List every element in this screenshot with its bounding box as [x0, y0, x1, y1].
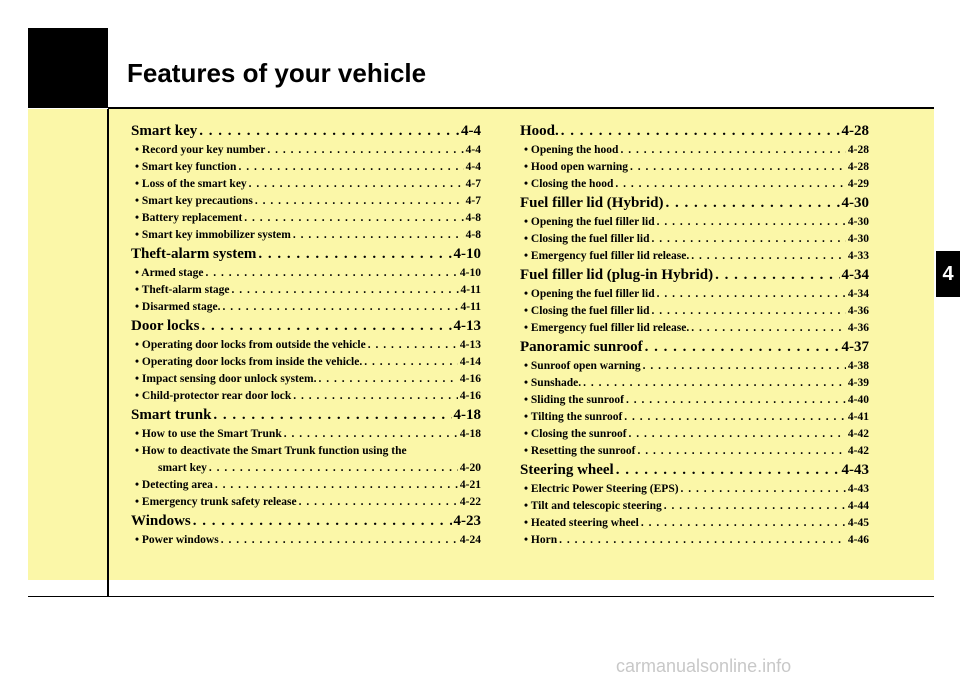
toc-leader-dots — [299, 494, 458, 511]
toc-leader-dots — [561, 121, 840, 142]
toc-page-number: 4-39 — [847, 377, 869, 389]
toc-item-entry[interactable] — [520, 320, 869, 337]
toc-page-number: 4-34 — [847, 288, 869, 300]
watermark: carmanualsonline.info — [616, 656, 792, 676]
toc-page-number: 4-16 — [459, 390, 481, 402]
toc-item-entry[interactable] — [131, 426, 481, 443]
toc-page-number: 4-46 — [847, 534, 869, 546]
toc-item-entry[interactable] — [131, 210, 481, 227]
toc-page-number: 4-23 — [453, 513, 481, 529]
toc-page-number: 4-22 — [459, 496, 481, 508]
toc-item-entry-label: • Opening the fuel filler lid — [524, 288, 655, 300]
toc-item-entry[interactable] — [131, 371, 481, 388]
toc-leader-dots — [293, 227, 464, 244]
toc-item-entry-label: • Emergency trunk safety release — [135, 496, 297, 508]
toc-item-entry[interactable] — [131, 532, 481, 549]
toc-right-column — [520, 121, 869, 549]
toc-page-number: 4-42 — [847, 428, 869, 440]
toc-page-number: 4-18 — [453, 407, 481, 423]
toc-page-number: 4-21 — [459, 479, 481, 491]
toc-leader-dots — [630, 159, 846, 176]
toc-section-entry-label: Hood. — [520, 123, 559, 139]
toc-item-entry-label: • Tilt and telescopic steering — [524, 500, 662, 512]
toc-item-entry-label: • Tilting the sunroof — [524, 411, 623, 423]
toc-leader-dots — [206, 265, 458, 282]
toc-section-entry[interactable] — [520, 121, 869, 142]
toc-section-entry[interactable] — [131, 316, 481, 337]
toc-item-entry-label: • Sunroof open warning — [524, 360, 641, 372]
toc-section-entry-label: Door locks — [131, 318, 200, 334]
toc-leader-dots — [193, 511, 452, 532]
toc-page-number: 4-30 — [841, 195, 869, 211]
toc-page-number: 4-29 — [847, 178, 869, 190]
toc-leader-dots — [244, 210, 463, 227]
toc-leader-dots — [643, 358, 846, 375]
toc-page-number: 4-4 — [461, 123, 481, 139]
toc-item-entry-label: • Sliding the sunroof — [524, 394, 624, 406]
toc-item-entry-label: • Closing the sunroof — [524, 428, 627, 440]
toc-item-entry-label: • Horn — [524, 534, 558, 546]
toc-leader-dots — [318, 371, 457, 388]
toc-leader-dots — [249, 176, 464, 193]
toc-section-entry-label: Fuel filler lid (plug-in Hybrid) — [520, 267, 714, 283]
toc-left-column — [131, 121, 481, 549]
toc-item-entry[interactable] — [131, 494, 481, 511]
toc-item-entry[interactable] — [520, 481, 869, 498]
toc-item-entry[interactable] — [520, 515, 869, 532]
toc-page-number: 4-43 — [847, 483, 869, 495]
toc-item-entry[interactable] — [520, 392, 869, 409]
toc-section-entry-label: Steering wheel — [520, 462, 614, 478]
toc-section-entry-label: Fuel filler lid (Hybrid) — [520, 195, 664, 211]
toc-item-entry-label: • Smart key function — [135, 161, 237, 173]
toc-item-entry[interactable] — [520, 498, 869, 515]
toc-page-number: 4-28 — [847, 144, 869, 156]
toc-leader-dots — [641, 515, 846, 532]
toc-item-entry[interactable] — [131, 227, 481, 244]
toc-item-entry-label: • Smart key precautions — [135, 195, 253, 207]
chapter-header-block — [28, 28, 108, 108]
toc-item-entry-label: • Closing the fuel filler lid — [524, 233, 650, 245]
toc-item-entry[interactable] — [131, 354, 481, 371]
toc-page-number: 4-41 — [847, 411, 869, 423]
toc-page-number: 4-36 — [847, 322, 869, 334]
toc-leader-dots — [293, 388, 458, 405]
toc-leader-dots — [681, 481, 846, 498]
toc-item-entry-label: • Impact sensing door unlock system. — [135, 373, 317, 385]
toc-leader-dots — [652, 231, 846, 248]
toc-item-entry-label: • Armed stage — [135, 267, 204, 279]
toc-leader-dots — [559, 532, 846, 549]
toc-leader-dots — [657, 214, 846, 231]
toc-section-entry[interactable] — [520, 337, 869, 358]
toc-item-entry-label: • Smart key immobilizer system — [135, 229, 291, 241]
toc-item-entry[interactable] — [520, 532, 869, 549]
toc-leader-dots — [267, 142, 463, 159]
toc-page-number: 4-8 — [465, 229, 481, 241]
toc-section-entry[interactable] — [520, 265, 869, 286]
toc-item-entry[interactable] — [520, 159, 869, 176]
toc-page-number: 4-30 — [847, 216, 869, 228]
toc-page-number: 4-28 — [847, 161, 869, 173]
toc-leader-dots — [255, 193, 464, 210]
chapter-tab[interactable]: 4 — [936, 251, 960, 297]
toc-section-entry-label: Smart key — [131, 123, 198, 139]
toc-page-number: 4-4 — [465, 144, 481, 156]
toc-page-number: 4-42 — [847, 445, 869, 457]
toc-page-number: 4-13 — [453, 318, 481, 334]
margin-rule — [107, 109, 109, 597]
toc-leader-dots — [691, 248, 846, 265]
toc-page-number: 4-30 — [847, 233, 869, 245]
toc-item-entry-label: • Opening the fuel filler lid — [524, 216, 655, 228]
toc-item-entry-label: • Resetting the sunroof — [524, 445, 636, 457]
toc-page-number: 4-40 — [847, 394, 869, 406]
toc-item-entry[interactable] — [131, 299, 481, 316]
toc-page-number: 4-36 — [847, 305, 869, 317]
toc-leader-dots — [258, 244, 451, 265]
toc-item-entry-label: • Heated steering wheel — [524, 517, 639, 529]
toc-item-entry[interactable] — [520, 303, 869, 320]
toc-item-entry-label: • Theft-alarm stage — [135, 284, 230, 296]
toc-leader-dots — [637, 443, 845, 460]
toc-leader-dots — [222, 299, 458, 316]
toc-item-entry-label: • How to use the Smart Trunk — [135, 428, 282, 440]
toc-leader-dots — [364, 354, 458, 371]
toc-page-number: 4-11 — [460, 301, 481, 313]
toc-leader-dots — [629, 426, 846, 443]
toc-page-number: 4-8 — [465, 212, 481, 224]
toc-page-number: 4-7 — [465, 178, 481, 190]
toc-leader-dots — [620, 142, 845, 159]
toc-item-entry-label: • Detecting area — [135, 479, 213, 491]
toc-section-entry-label: Windows — [131, 513, 191, 529]
toc-item-entry[interactable] — [131, 193, 481, 210]
toc-page-number: 4-37 — [841, 339, 869, 355]
toc-leader-dots — [213, 405, 451, 426]
toc-item-entry-label: • Disarmed stage. — [135, 301, 221, 313]
toc-section-entry[interactable] — [131, 405, 481, 426]
toc-item-entry[interactable] — [520, 426, 869, 443]
toc-item-entry-label: • Battery replacement — [135, 212, 243, 224]
toc-leader-dots — [691, 320, 846, 337]
toc-item-entry[interactable] — [131, 337, 481, 354]
toc-item-entry[interactable] — [131, 142, 481, 159]
toc-leader-dots — [284, 426, 458, 443]
toc-page-number: 4-45 — [847, 517, 869, 529]
toc-item-entry-label: • Operating door locks from outside the vehicle — [135, 339, 366, 351]
toc-item-entry-label: • Closing the hood — [524, 178, 614, 190]
toc-leader-dots — [238, 159, 463, 176]
toc-leader-dots — [616, 460, 840, 481]
toc-page-number: 4-28 — [841, 123, 869, 139]
toc-item-entry[interactable] — [131, 265, 481, 282]
toc-item-entry[interactable] — [520, 443, 869, 460]
toc-section-entry-label: Smart trunk — [131, 407, 212, 423]
toc-page-number: 4-33 — [847, 250, 869, 262]
toc-item-entry-label: • How to deactivate the Smart Trunk function using the — [135, 445, 407, 457]
toc-page-number: 4-34 — [841, 267, 869, 283]
toc-item-continuation-label: smart key — [158, 462, 207, 474]
toc-page-number: 4-10 — [453, 246, 481, 262]
toc-item-entry-label: • Opening the hood — [524, 144, 619, 156]
toc-item-entry-label: • Electric Power Steering (EPS) — [524, 483, 679, 495]
toc-item-entry-label: • Emergency fuel filler lid release. — [524, 250, 690, 262]
toc-leader-dots — [715, 265, 839, 286]
toc-item-entry[interactable] — [520, 358, 869, 375]
toc-item-entry-label: • Hood open warning — [524, 161, 629, 173]
toc-item-entry[interactable] — [520, 409, 869, 426]
toc-item-entry-label: • Closing the fuel filler lid — [524, 305, 650, 317]
toc-item-entry[interactable] — [520, 286, 869, 303]
toc-item-entry[interactable] — [131, 443, 481, 460]
toc-item-entry[interactable] — [131, 477, 481, 494]
toc-page-number: 4-13 — [459, 339, 481, 351]
toc-page-number: 4-24 — [459, 534, 481, 546]
page-title: Features of your vehicle — [127, 58, 427, 88]
toc-section-entry[interactable] — [520, 460, 869, 481]
toc-item-entry[interactable] — [131, 282, 481, 299]
toc-item-entry-label: • Sunshade. — [524, 377, 582, 389]
toc-page-number: 4-4 — [465, 161, 481, 173]
toc-page-number: 4-43 — [841, 462, 869, 478]
toc-item-continuation[interactable] — [131, 460, 481, 477]
toc-leader-dots — [664, 498, 846, 515]
toc-item-entry-label: • Operating door locks from inside the vehicle. — [135, 356, 363, 368]
toc-item-entry[interactable] — [131, 388, 481, 405]
toc-leader-dots — [232, 282, 459, 299]
toc-section-entry[interactable] — [520, 193, 869, 214]
toc-page-number: 4-20 — [459, 462, 481, 474]
toc-leader-dots — [615, 176, 846, 193]
toc-item-entry-label: • Loss of the smart key — [135, 178, 247, 190]
toc-page-number: 4-10 — [459, 267, 481, 279]
toc-item-entry-label: • Child-protector rear door lock — [135, 390, 292, 402]
toc-item-entry[interactable] — [520, 248, 869, 265]
toc-leader-dots — [652, 303, 846, 320]
toc-item-entry[interactable] — [520, 375, 869, 392]
toc-item-entry-label: • Power windows — [135, 534, 219, 546]
toc-leader-dots — [215, 477, 458, 494]
toc-page-number: 4-7 — [465, 195, 481, 207]
toc-item-entry[interactable] — [520, 214, 869, 231]
toc-item-entry[interactable] — [131, 159, 481, 176]
toc-leader-dots — [209, 460, 458, 477]
toc-page-number: 4-14 — [459, 356, 481, 368]
toc-leader-dots — [583, 375, 846, 392]
toc-leader-dots — [199, 121, 459, 142]
footer-rule — [28, 596, 934, 597]
toc-leader-dots — [368, 337, 458, 354]
toc-item-entry-label: • Record your key number — [135, 144, 266, 156]
toc-section-entry[interactable] — [131, 244, 481, 265]
toc-page-number: 4-16 — [459, 373, 481, 385]
toc-item-entry[interactable] — [520, 231, 869, 248]
toc-leader-dots — [221, 532, 458, 549]
toc-leader-dots — [624, 409, 846, 426]
toc-section-entry[interactable] — [131, 511, 481, 532]
toc-item-entry[interactable] — [520, 142, 869, 159]
toc-page-number: 4-38 — [847, 360, 869, 372]
toc-page-number: 4-18 — [459, 428, 481, 440]
toc-section-entry-label: Theft-alarm system — [131, 246, 257, 262]
toc-item-entry[interactable] — [131, 176, 481, 193]
toc-section-entry[interactable] — [131, 121, 481, 142]
toc-leader-dots — [201, 316, 451, 337]
toc-item-entry-label: • Emergency fuel filler lid release. — [524, 322, 690, 334]
toc-section-entry-label: Panoramic sunroof — [520, 339, 643, 355]
toc-leader-dots — [645, 337, 840, 358]
toc-leader-dots — [626, 392, 846, 409]
toc-page-number: 4-11 — [460, 284, 481, 296]
toc-item-entry[interactable] — [520, 176, 869, 193]
toc-leader-dots — [657, 286, 846, 303]
toc-leader-dots — [665, 193, 839, 214]
toc-page-number: 4-44 — [847, 500, 869, 512]
